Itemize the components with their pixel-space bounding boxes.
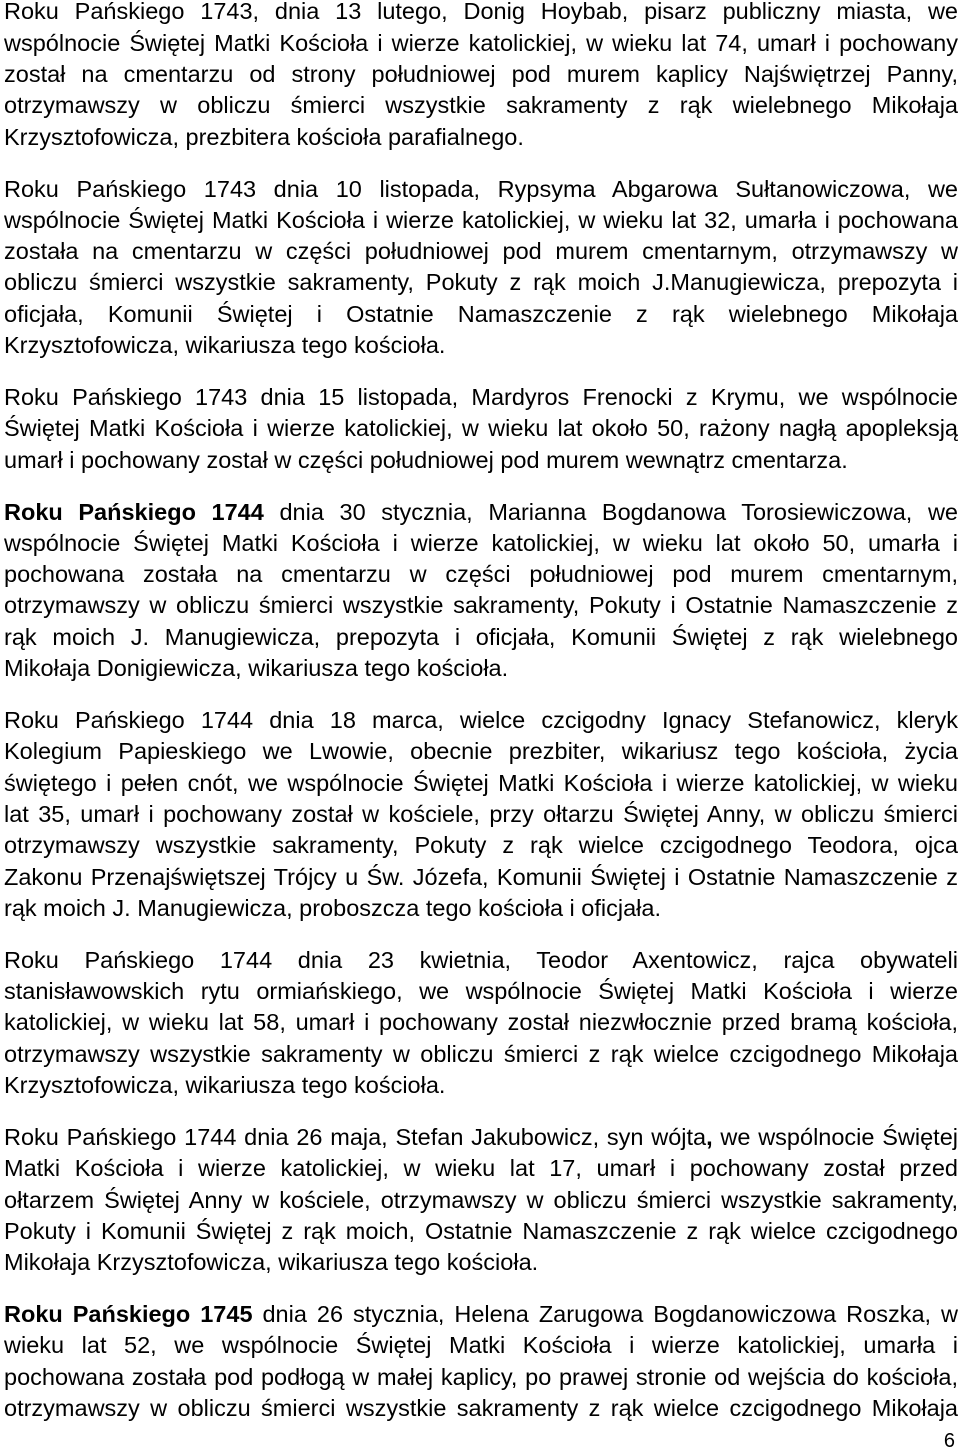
text-line: ołtarzem Świętej Anny w kościele, otrzymawszy w obliczu śmierci wszystkie sakramenty,: [4, 1186, 958, 1213]
entry-paragraph: [4, 0, 958, 153]
text-line: lat 35, umarł i pochowany został w kościele, przy ołtarzu Świętej Anny, w obliczu śmierci: [4, 800, 958, 827]
entry-paragraph: [4, 945, 958, 1101]
text-line: Roku Pańskiego 1743 dnia 10 listopada, Rypsyma Abgarowa Sułtanowiczowa, we: [4, 175, 958, 202]
entry-paragraph: [4, 1122, 958, 1278]
text-line: otrzymawszy w obliczu śmierci wszystkie sakramenty z rąk wielebnego Mikołaja: [4, 92, 958, 119]
text-segment: dnia 26 stycznia, Helena Zarugowa Bogdanowiczowa Roszka, w: [252, 1301, 958, 1328]
text-line: Krzysztofowicza, wikariusza tego kościoła.: [4, 1072, 446, 1098]
text-line: wspólnocie Świętej Matki Kościoła i wierze katolickiej, w wieku lat 74, umarł i pochowany: [4, 29, 958, 56]
text-line: Mikołaja Donigiewicza, wikariusza tego kościoła.: [4, 655, 509, 682]
text-line: wieku lat 52, we wspólnocie Świętej Matki Kościoła i wierze katolickiej, umarła i: [4, 1332, 958, 1359]
text-line: rąk moich J. Manugiewicza, prepozyta i oficjała, Komunii Świętej z rąk wielebnego: [4, 623, 958, 650]
entry-paragraph: [4, 1299, 958, 1424]
text-line: została na cmentarzu w części południowej pod murem cmentarnym, otrzymawszy w: [4, 238, 958, 265]
text-line: otrzymawszy w obliczu śmierci wszystkie sakramenty, Pokuty i Ostatnie Namaszczenie z: [4, 592, 958, 619]
text-line: Krzysztofowicza, wikariusza tego kościoła.: [4, 332, 446, 359]
text-line: otrzymawszy wszystkie sakramenty, Pokuty z rąk wielce czcigodnego Teodora, ojca: [4, 832, 958, 859]
text-line: Roku Pańskiego 1743 dnia 15 listopada, Mardyros Frenocki z Krymu, we wspólnocie: [4, 384, 958, 410]
page-number: 6: [943, 1430, 955, 1452]
entry-date-lead: Roku Pańskiego 1745: [4, 1301, 253, 1328]
text-line: wspólnocie Świętej Matki Kościoła i wierze katolickiej, w wieku lat około 50, umarła i: [4, 529, 958, 556]
text-line: pochowana została pod podłogą w małej kaplicy, po prawej stronie od wejścia do kościoła,: [4, 1363, 958, 1390]
text-line: pochowana została na cmentarzu w części południowej pod murem cmentarnym,: [4, 561, 958, 588]
text-line: Pokuty i Komunii Świętej z rąk moich, Ostatnie Namaszczenie z rąk wielce czcigodnego: [4, 1217, 958, 1244]
text-line: Roku Pańskiego 1743, dnia 13 lutego, Donig Hoybab, pisarz publiczny miasta, we: [4, 0, 958, 25]
text-line: otrzymawszy w obliczu śmierci wszystkie sakramenty z rąk wielce czcigodnego Mikołaja: [4, 1395, 958, 1422]
text-line: otrzymawszy wszystkie sakramenty w obliczu śmierci z rąk wielce czcigodnego Mikołaja: [4, 1040, 958, 1067]
text-segment: Roku Pańskiego 1744 dnia 26 maja, Stefan Jakubowicz, syn wójta: [4, 1123, 707, 1150]
text-line: świętego i pełen cnót, we wspólnocie Świętej Matki Kościoła i wierze katolickiej, w wieku: [4, 769, 958, 796]
text-line: rąk moich J. Manugiewicza, proboszcza tego kościoła i oficjała.: [4, 894, 661, 921]
text-line: Zakonu Przenajświętszej Trójcy u Św. Józefa, Komunii Świętej i Ostatnie Namaszczenie z: [4, 863, 958, 890]
text-segment: dnia 30 stycznia, Marianna Bogdanowa Torosiewiczowa, we: [263, 498, 958, 525]
text-line: Roku Pańskiego 1744 dnia 18 marca, wielce czcigodny Ignacy Stefanowicz, kleryk: [4, 707, 958, 734]
text-line: Matki Kościoła i wierze katolickiej, w wieku lat 17, umarł i pochowany został przed: [4, 1155, 958, 1182]
text-line: Mikołaja Krzysztofowicza, wikariusza tego kościoła.: [4, 1249, 539, 1276]
text-line: [4, 497, 958, 528]
entry-paragraph: [4, 497, 958, 685]
text-line: obliczu śmierci wszystkie sakramenty, Pokuty z rąk moich J.Manugiewicza, prepozyta i: [4, 269, 958, 296]
text-line: katolickiej, w wieku lat 58, umarł i pochowany został niezwłocznie przed bramą kościoła,: [4, 1009, 958, 1036]
text-line: umarł i pochowany został w części południowej pod murem wewnątrz cmentarza.: [4, 446, 848, 473]
text-line: stanisławowskich rytu ormiańskiego, we wspólnocie Świętej Matki Kościoła i wierze: [4, 978, 958, 1005]
entry-paragraph: [4, 382, 958, 476]
entry-date-lead: Roku Pańskiego 1744: [4, 498, 264, 525]
text-line: został na cmentarzu od strony południowej pod murem kaplicy Najświętrzej Panny,: [4, 60, 958, 87]
bold-comma: ,: [706, 1123, 713, 1150]
text-line: Roku Pańskiego 1744 dnia 23 kwietnia, Teodor Axentowicz, rajca obywateli: [4, 946, 958, 973]
document-page: [4, 0, 958, 1445]
text-segment: we wspólnocie Świętej: [712, 1123, 958, 1150]
text-line: oficjała, Komunii Świętej i Ostatnie Namaszczenie z rąk wielebnego Mikołaja: [4, 300, 958, 327]
text-line: wspólnocie Świętej Matki Kościoła i wierze katolickiej, w wieku lat 32, umarła i pochowana: [4, 206, 958, 233]
text-line: Krzysztofowicza, prezbitera kościoła parafialnego.: [4, 123, 524, 150]
entry-paragraph: [4, 174, 958, 362]
text-line: Kolegium Papieskiego we Lwowie, obecnie prezbiter, wikariusz tego kościoła, życia: [4, 738, 958, 765]
text-line: [4, 1299, 958, 1330]
entry-paragraph: [4, 705, 958, 924]
text-line: [4, 1122, 958, 1153]
text-line: Świętej Matki Kościoła i wierze katolickiej, w wieku lat około 50, rażony nagłą apopleksją: [4, 415, 958, 442]
